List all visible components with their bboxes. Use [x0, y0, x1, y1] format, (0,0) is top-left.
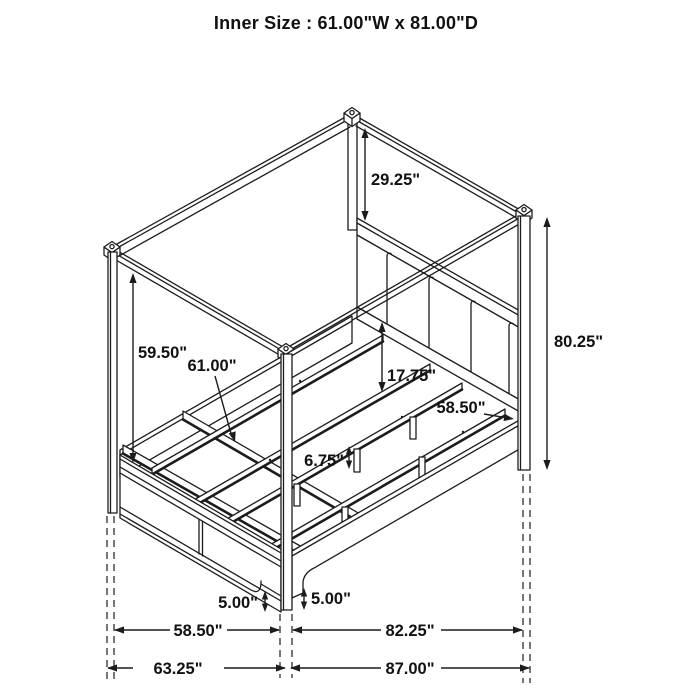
right-post [518, 216, 530, 470]
dim-headboard-clearance-label: 17.75" [387, 367, 437, 385]
right-side-rail [292, 418, 523, 598]
dim-footboard-leg-height-label: 5.00" [218, 594, 258, 612]
front-post [281, 354, 292, 610]
footboard [120, 455, 281, 612]
dim-floor-depth-inner [292, 622, 523, 640]
dim-side-rail-length-label: 58.50" [436, 399, 486, 417]
dim-side-rail-leg-height-label: 5.00" [311, 590, 351, 608]
dim-overall-width-label: 63.25" [153, 660, 203, 678]
dim-side-rail-leg-height [301, 588, 351, 610]
dim-inner-width-label: 61.00" [187, 357, 237, 375]
dim-overall-width [107, 660, 286, 678]
far-post [348, 118, 357, 230]
left-post [108, 252, 117, 513]
dim-overall-height [543, 217, 603, 470]
dim-floor-depth-inner-label: 82.25" [385, 622, 435, 640]
dim-floor-width-inner-label: 58.50" [173, 622, 223, 640]
dim-footboard-to-canopy-label: 59.50" [138, 344, 188, 362]
inner-size-title: Inner Size : 61.00"W x 81.00"D [213, 13, 479, 33]
dim-floor-width-inner [114, 622, 280, 640]
support-leg [410, 417, 416, 439]
canopy-rail-left-back [117, 115, 350, 256]
dim-overall-depth [290, 660, 530, 678]
support-leg [294, 484, 300, 506]
support-leg [354, 449, 360, 472]
dim-overall-height-label: 80.25" [554, 333, 604, 351]
canopy-rail-right-back [356, 116, 522, 221]
dim-center-leg-height-label: 6.75" [304, 452, 344, 470]
canopy-rail-left-front [116, 250, 283, 357]
dim-canopy-to-headboard-label: 29.25" [371, 171, 421, 189]
dim-canopy-to-headboard [361, 128, 420, 221]
dim-overall-depth-label: 87.00" [385, 660, 435, 678]
